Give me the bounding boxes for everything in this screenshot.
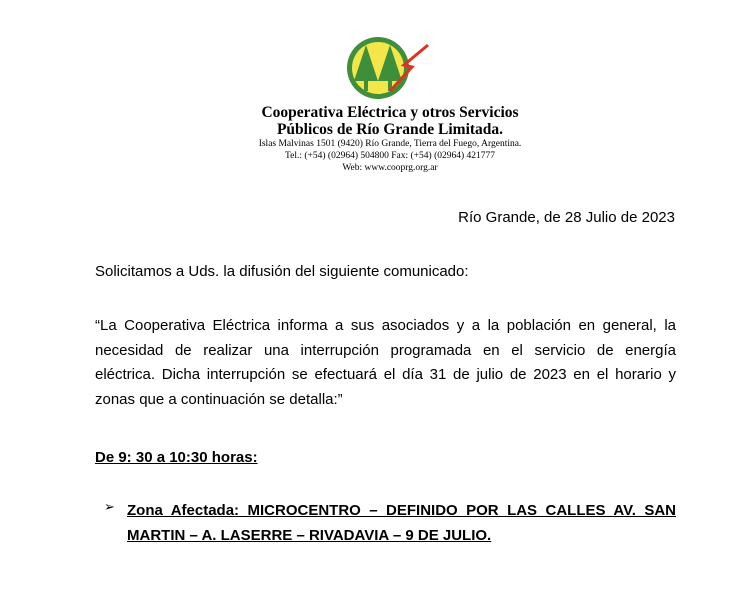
arrow-bullet-icon: ➢ bbox=[104, 499, 115, 514]
phone-line: Tel.: (+54) (02964) 504800 Fax: (+54) (02964) 421777 bbox=[284, 151, 496, 161]
zone-line: MARTIN – A. LASERRE – RIVADAVIA – 9 DE JULIO. bbox=[127, 527, 492, 544]
zone-line: Zona Afectada: MICROCENTRO – DEFINIDO POR LAS CALLES AV. SAN bbox=[127, 502, 676, 519]
address-line: Islas Malvinas 1501 (9420) Río Grande, Tierra del Fuego, Argentina. bbox=[258, 139, 522, 149]
announcement-body bbox=[95, 314, 676, 412]
body-line: zonas que a continuación se detalla:” bbox=[95, 390, 343, 408]
org-name-line1: Cooperativa Eléctrica y otros Servicios bbox=[261, 104, 519, 121]
cooperative-logo bbox=[344, 35, 434, 101]
web-line: Web: www.cooprg.org.ar bbox=[342, 163, 438, 173]
affected-zone bbox=[127, 498, 676, 548]
body-line: “La Cooperativa Eléctrica informa a sus asociados y a la población en general, la bbox=[95, 317, 676, 334]
intro-text: Solicitamos a Uds. la difusión del siguiente comunicado: bbox=[95, 263, 469, 280]
org-name-line2: Públicos de Río Grande Limitada. bbox=[276, 121, 504, 138]
body-line: necesidad de realizar una interrupción programada en el servicio de energía bbox=[95, 341, 676, 359]
schedule-heading: De 9: 30 a 10:30 horas: bbox=[95, 449, 258, 466]
letterhead bbox=[180, 104, 600, 174]
document-date: Río Grande, de 28 Julio de 2023 bbox=[458, 209, 675, 226]
body-line: eléctrica. Dicha interrupción se efectuará el día 31 de julio de 2023 en el horario y bbox=[95, 366, 676, 383]
